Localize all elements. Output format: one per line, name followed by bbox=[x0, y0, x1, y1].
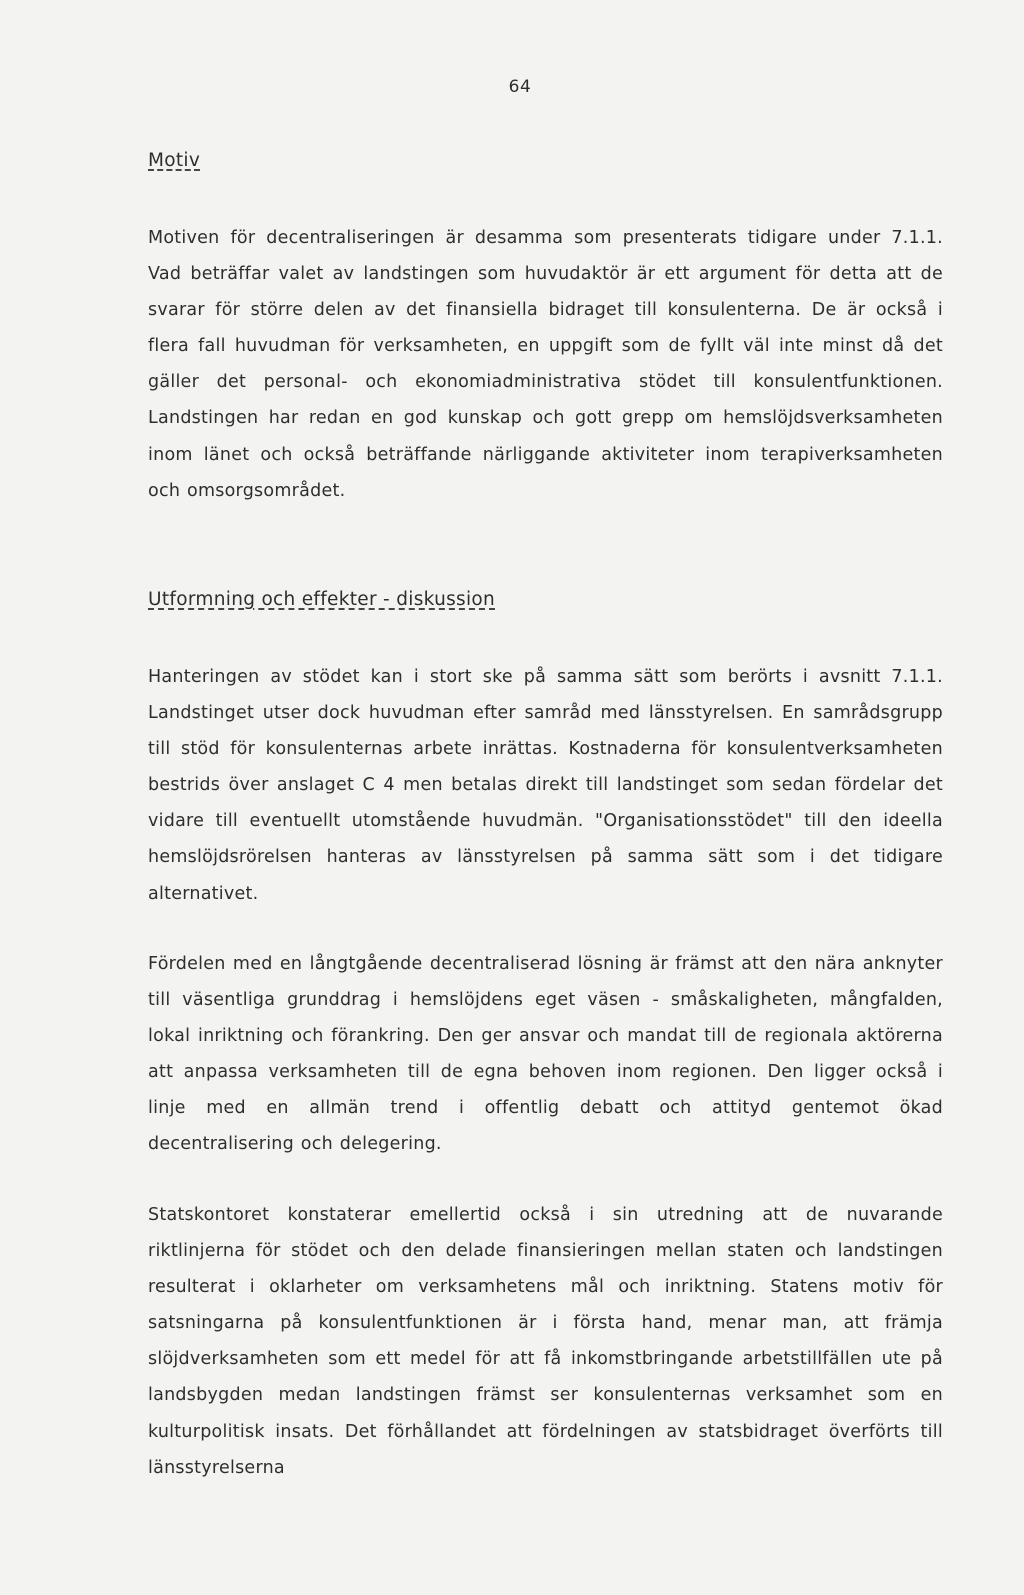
paragraph-text: Statskontoret konstaterar emellertid också i sin utredning att de nuvarande riktlinjerna för stödet och den delade finansieringen mellan staten och landstingen resulterat i oklarheter om verksamhetens mål och inriktning. Statens motiv för satsningarna på konsulentfunktionen är i första hand, menar man, att främja slöjdverksamheten som ett medel för att få inkomstbringande arbetstillfällen ute på landsbygden medan landstingen främst ser konsulenternas verksamhet som en kulturpolitisk insats. Det förhållandet att fördelningen av statsbidraget överförts till länsstyrelserna bbox=[148, 1205, 943, 1478]
body-paragraph bbox=[148, 220, 943, 509]
body-paragraph bbox=[148, 659, 943, 912]
paragraph-text: Fördelen med en långtgående decentraliserad lösning är främst att den nära anknyter till väsentliga grunddrag i hemslöjdens eget väsen - småskaligheten, mångfalden, lokal inriktning och förankring. Den ger ansvar och mandat till de regionala aktörerna att anpassa verksamheten till de egna behoven inom regionen. Den ligger också i linje med en allmän trend i offentlig debatt och attityd gentemot ökad decentralisering och delegering. bbox=[148, 954, 943, 1155]
section-heading-motiv: Motiv bbox=[148, 150, 201, 171]
body-paragraph bbox=[148, 946, 943, 1163]
page-number: 64 bbox=[508, 77, 532, 97]
paragraph-text: Hanteringen av stödet kan i stort ske på samma sätt som berörts i avsnitt 7.1.1. Landstinget utser dock huvudman efter samråd med länsstyrelsen. En samrådsgrupp till stöd för konsulenternas arbete inrättas. Kostnaderna för konsulentverksamheten bestrids över anslaget C 4 men betalas direkt till landstinget som sedan fördelar det vidare till eventuellt utomstående huvudmän. "Organisationsstödet" till den ideella hemslöjdsrörelsen hanteras av länsstyrelsen på samma sätt som i det tidigare alternativet. bbox=[148, 667, 943, 904]
paragraph-text: Motiven för decentraliseringen är desamma som presenterats tidigare under 7.1.1. Vad beträffar valet av landstingen som huvudaktör är ett argument för detta att de svarar för större delen av det finansiella bidraget till konsulenterna. De är också i flera fall huvudman för verksamheten, en uppgift som de fyllt väl inte minst då det gäller det personal- och ekonomiadministrativa stödet till konsulentfunktionen. Landstingen har redan en god kunskap och gott grepp om hemslöjdsverksamheten inom länet och också beträffande närliggande aktiviteter inom terapiverksamheten och omsorgsområdet. bbox=[148, 228, 943, 501]
body-paragraph bbox=[148, 1197, 943, 1486]
section-heading-utformning: Utformning och effekter - diskussion bbox=[148, 589, 496, 610]
